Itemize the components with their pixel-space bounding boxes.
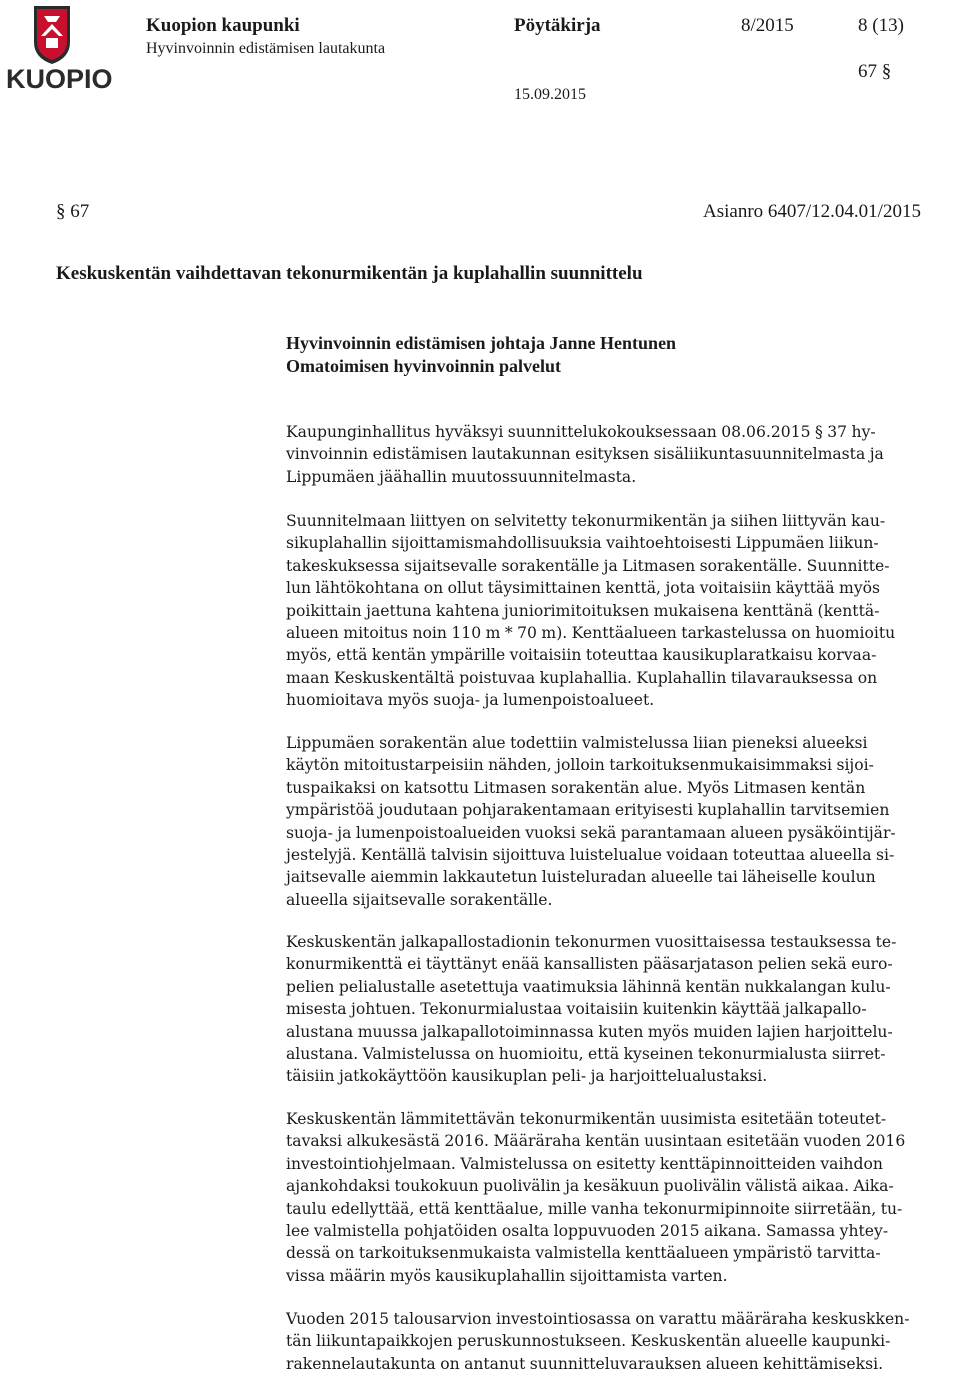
text-line: käytön mitoitustarpeisiin nähden, jolloin tarkoituksenmukaisimmaksi sijoi- [286,756,874,775]
text-line: alustana muussa jalkapallotoiminnassa kuten myös muiden lajien harjoittelu- [286,1022,893,1041]
kuopio-logo [4,2,113,94]
text-line: täisiin jatkokäyttöön kausikuplan peli- ja harjoittelualustaksi. [286,1067,768,1086]
text-line: alustana. Valmistelussa on huomioitu, että kyseinen tekonurmialusta siirret- [286,1045,886,1064]
section-number: § 67 [56,201,90,222]
text-line: ajankohdaksi toukokuun puolivälin ja kesäkuun puolivälin välistä aikaa. Aika- [286,1177,894,1196]
unit-name: Omatoimisen hyvinvoinnin palvelut [286,356,562,376]
logo-wordmark: KUOPIO [6,64,113,94]
paragraph-4 [286,931,954,1088]
text-line: Lippumäen jäähallin muutossuunnitelmasta. [286,467,637,486]
doc-type: Pöytäkirja [514,15,601,36]
section-title: Keskuskentän vaihdettavan tekonurmikentän ja kuplahallin suunnittelu [56,263,643,284]
text-line: sikuplahallin sijoittamismahdollisuuksia vaihtoehtoisesti Lippumäen liikun- [286,534,879,553]
case-reference: Asianro 6407/12.04.01/2015 [703,201,921,222]
text-line: Keskuskentän jalkapallostadionin tekonurmen vuosittaisessa testauksessa te- [286,933,897,951]
text-line: konurmikenttä ei täyttänyt enää kansallisten pääsarjatason pelien sekä euro- [286,955,893,974]
text-line: poikittain jaettuna kahtena juniorimitoituksen mukaisena kenttänä (kenttä- [286,601,880,620]
text-line: myös, että kentän ympärille voitaisiin toteuttaa kausikuplaratkaisu korvaa- [286,646,877,665]
text-line: Suunnitelmaan liittyen on selvitetty tekonurmikentän ja siihen liittyvän kau- [286,512,886,530]
paragraph-2 [286,510,954,712]
text-line: vissa määrin myös kausikuplahallin sijoittamista varten. [286,1266,728,1285]
text-line: taulu edellyttää, että kenttäalue, mille vanha tekonurmipinnoite siirretään, tu- [286,1199,903,1218]
doc-number: 8/2015 [741,15,794,36]
board-name: Hyvinvoinnin edistämisen lautakunta [146,40,386,57]
text-line: takeskuksessa sijaitsevalle sorakentälle ja Litmasen sorakentälle. Suunnitte- [286,556,890,575]
text-line: suoja- ja lumenpoistoalueiden vuoksi sekä parantamaan alueen pysäköintijär- [286,823,896,842]
text-line: vinvoinnin edistämisen lautakunnan esityksen sisäliikuntasuunnitelmasta ja [286,445,884,464]
text-line: Vuoden 2015 talousarvion investointiosassa on varattu määräraha keskuskken- [286,1310,910,1328]
text-line: tavaksi alkukesästä 2016. Määräraha kentän uusintaan esitetään vuoden 2016 [286,1132,906,1151]
paragraph-1 [286,421,954,488]
text-line: pelien pelialustalle asetettuja vaatimuksia lähinnä kentän nukkalangan kulu- [286,977,891,996]
text-line: jestelyjä. Kentällä talvisin sijoittuva luistelualue voidaan toteuttaa alueella si- [286,846,895,865]
text-line: jaitsevalle aiemmin lakkautetun luisteluradan alueelle tai läheiselle koulun [286,868,876,887]
text-line: rakennelautakunta on antanut suunnitteluvarauksen alueen kehittämiseksi. [286,1354,884,1373]
meeting-date: 15.09.2015 [514,86,586,103]
text-line: tuspaikaksi on katsottu Litmasen sorakentän alue. Myös Litmasen kentän [286,778,866,797]
page-number: 8 (13) [858,15,904,36]
text-line: alueen mitoitus noin 110 m * 70 m). Kenttäalueen tarkastelussa on huomioitu [286,624,896,643]
text-line: maan Keskuskentältä poistuvaa kuplahallia. Kuplahallin tilavarauksessa on [286,668,878,687]
text-line: misesta johtuen. Tekonurmialustaa voitaisiin kuitenkin käyttää jalkapallo- [286,1000,867,1019]
text-line: huomioitava myös suoja- ja lumenpoistoalueet. [286,691,655,710]
text-line: lee valmistella pohjatöiden osalta loppuvuoden 2015 aikana. Samassa yhtey- [286,1222,889,1241]
section-reference: 67 § [858,61,892,82]
text-line: lun lähtökohtana on ollut täysimittainen kenttä, jota voitaisiin käyttää myös [286,579,881,598]
text-line: dessä on tarkoituksenmukaista valmistella kenttäalueen ympäristö tarvitta- [286,1244,881,1263]
org-name: Kuopion kaupunki [146,15,300,36]
text-line: ympäristöä joudutaan pohjarakentamaan erityisesti kuplahallin tarvitsemien [286,801,890,820]
paragraph-5 [286,1108,954,1287]
text-line: alueella sijaitsevalle sorakentälle. [286,890,553,909]
text-line: Keskuskentän lämmitettävän tekonurmikentän uusimista esitetään toteutet- [286,1110,887,1128]
text-line: Kaupunginhallitus hyväksyi suunnittelukokouksessaan 08.06.2015 § 37 hy- [286,423,876,441]
text-line: tän liikuntapaikkojen peruskunnostukseen. Keskuskentän alueelle kaupunki- [286,1332,891,1351]
paragraph-3 [286,732,954,911]
presenter: Hyvinvoinnin edistämisen johtaja Janne Hentunen [286,333,677,353]
text-line: investointiohjelmaan. Valmistelussa on esitetty kenttäpinnoitteiden vaihdon [286,1154,883,1173]
text-line: Lippumäen sorakentän alue todettiin valmistelussa liian pieneksi alueeksi [286,734,868,752]
paragraph-6 [286,1308,954,1375]
